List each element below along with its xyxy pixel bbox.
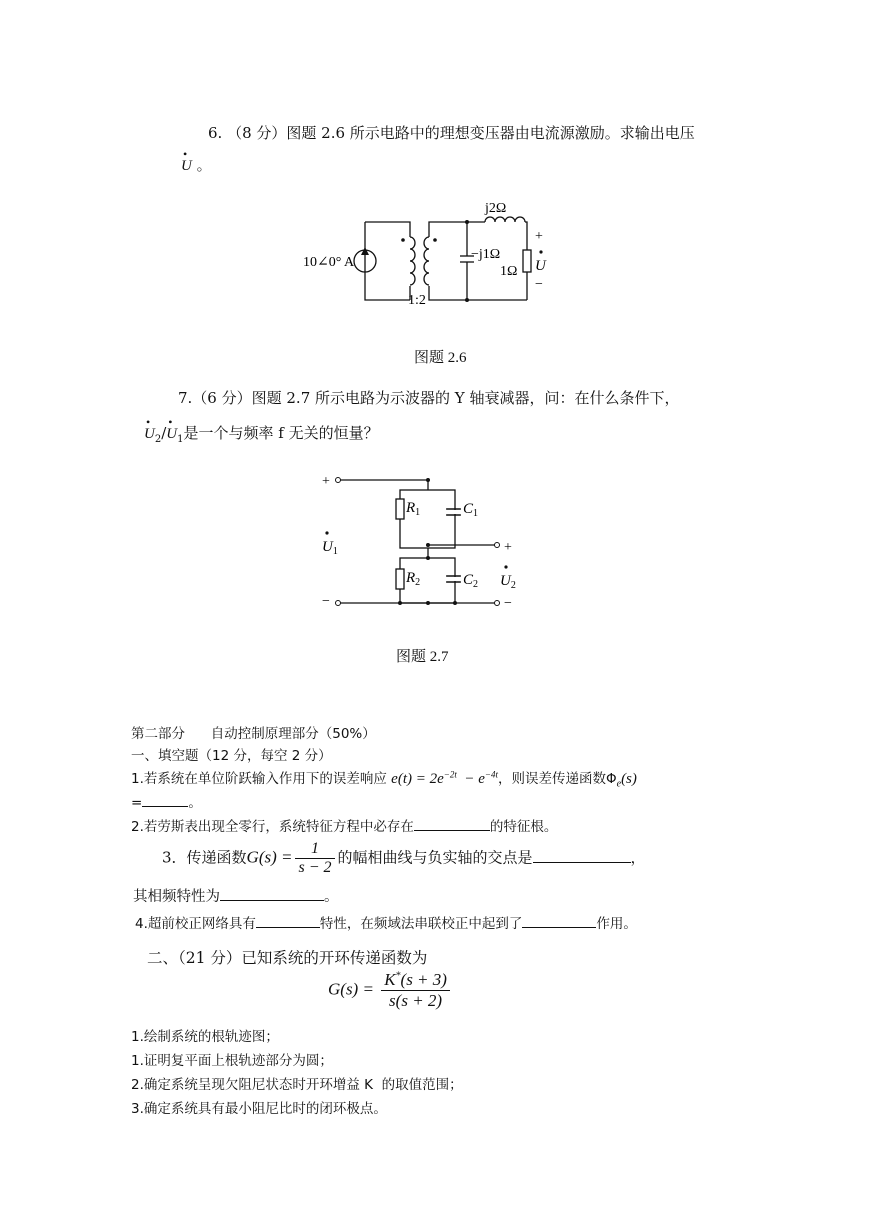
item2-pre: 2.若劳斯表出现全零行，系统特征方程中必存在 — [131, 819, 414, 835]
item4-tail: 作用。 — [596, 916, 637, 932]
item1-sub: e — [616, 778, 622, 790]
tf-num-tail: (s + 3) — [400, 970, 447, 989]
item1-exp2: −4t — [484, 769, 498, 780]
u1-label: $U_1$ — [322, 539, 338, 557]
section1-title: 一、填空题（12 分，每空 2 分） — [131, 748, 332, 764]
u2-var: • U — [144, 426, 155, 443]
section2-title: 二、（21 分）已知系统的开环传递函数为 — [147, 949, 428, 967]
item1-exp1: −2t — [443, 769, 457, 780]
item3-g: G(s) = — [246, 847, 293, 867]
tf-fraction — [381, 970, 450, 1011]
blank-2[interactable] — [414, 818, 490, 831]
figure-2-7 — [310, 465, 540, 615]
figure-2-6 — [295, 192, 565, 307]
transfer-function — [328, 970, 453, 1011]
u2-label: $U_2$ — [500, 573, 516, 591]
minus-sign: − — [535, 277, 543, 292]
ratio-label: 1:2 — [408, 293, 426, 307]
item1-line2 — [131, 791, 202, 811]
r2-label: $R_2$ — [406, 570, 421, 588]
item2 — [131, 815, 557, 835]
fig27-caption: 图题 2.7 — [396, 649, 449, 665]
q6-line2-tail: 。 — [191, 156, 212, 174]
item1-line2-end: 。 — [188, 795, 202, 811]
item3-line2-end: 。 — [324, 889, 339, 905]
minus-bottom-left: − — [322, 594, 330, 609]
slash: / — [161, 424, 167, 442]
q6-line2 — [181, 154, 212, 175]
item4 — [135, 912, 637, 932]
u1-var: • U — [166, 426, 177, 443]
item3-comma: ， — [630, 848, 646, 867]
source-label: 10∠0° A — [303, 255, 355, 270]
task-4: 3.确定系统具有最小阻尼比时的闭环极点。 — [131, 1101, 387, 1117]
q7-line2-tail: 是一个与频率 f 无关的恒量？ — [183, 424, 379, 442]
c2-label: $C_2$ — [463, 572, 479, 590]
minus-right: − — [504, 596, 512, 611]
item2-tail: 的特征根。 — [489, 819, 558, 835]
u1-sub: 1 — [177, 434, 184, 445]
task-3: 2.确定系统呈现欠阻尼状态时开环增益 K 的取值范围； — [131, 1077, 463, 1093]
item3-pre: 3．传递函数 — [162, 848, 247, 867]
part2-header: 第二部分 自动控制原理部分（50%） — [131, 726, 376, 742]
plus-right: + — [504, 540, 512, 555]
item1-mid: − e — [456, 771, 485, 787]
q6-line1: 6. （8 分）图题 2.6 所示电路中的理想变压器由电流源激励。求输出电压 — [208, 124, 695, 142]
fig26-caption: 图题 2.6 — [414, 350, 467, 366]
q7-line2 — [144, 422, 379, 445]
item1-eq: = — [131, 795, 143, 811]
tf-num — [381, 970, 450, 991]
plus-sign: + — [535, 229, 543, 244]
item3-line2 — [133, 885, 339, 906]
item1-pre: 1.若系统在单位阶跃输入作用下的误差响应 — [131, 771, 392, 787]
blank-5[interactable] — [256, 915, 320, 928]
item4-mid: 特性，在频域法串联校正中起到了 — [319, 916, 523, 932]
tf-star: * — [395, 970, 401, 982]
item3-den: s − 2 — [298, 859, 332, 876]
blank-3[interactable] — [533, 850, 631, 863]
output-var: U — [535, 258, 546, 274]
task-2: 1.证明复平面上根轨迹部分为圆； — [131, 1053, 333, 1069]
u2-sub: 2 — [154, 434, 162, 445]
q6-output-var: • U — [181, 158, 192, 175]
item1-line1 — [131, 767, 637, 790]
blank-6[interactable] — [522, 915, 596, 928]
tf-den: s(s + 2) — [389, 991, 443, 1010]
item1-formula: e(t) = 2e — [391, 771, 444, 787]
resistor-label: 1Ω — [500, 264, 518, 279]
item3-line1 — [162, 840, 646, 877]
item1-end: (s) — [621, 771, 637, 787]
q7-line1: 7.（6 分）图题 2.7 所示电路为示波器的 Y 轴衰减器，问：在什么条件下， — [178, 389, 680, 407]
item4-pre: 4.超前校正网络具有 — [135, 916, 256, 932]
tf-lhs: G(s) = — [328, 979, 374, 999]
tf-k: K — [384, 970, 396, 989]
blank-1[interactable] — [142, 794, 188, 807]
item3-fraction — [295, 840, 334, 877]
item1-tail: ，则误差传递函数Φ — [497, 771, 617, 787]
item3-tail: 的幅相曲线与负实轴的交点是 — [337, 848, 533, 867]
task-1: 1.绘制系统的根轨迹图； — [131, 1029, 279, 1045]
item3-line2-pre: 其相频特性为 — [133, 889, 220, 905]
capacitor-label: −j1Ω — [471, 247, 501, 262]
plus-top-left: + — [322, 474, 330, 489]
inductor-label: j2Ω — [485, 201, 507, 216]
item3-num: 1 — [295, 840, 334, 859]
r1-label: $R_1$ — [406, 500, 421, 518]
blank-4[interactable] — [220, 888, 324, 901]
c1-label: $C_1$ — [463, 501, 479, 519]
